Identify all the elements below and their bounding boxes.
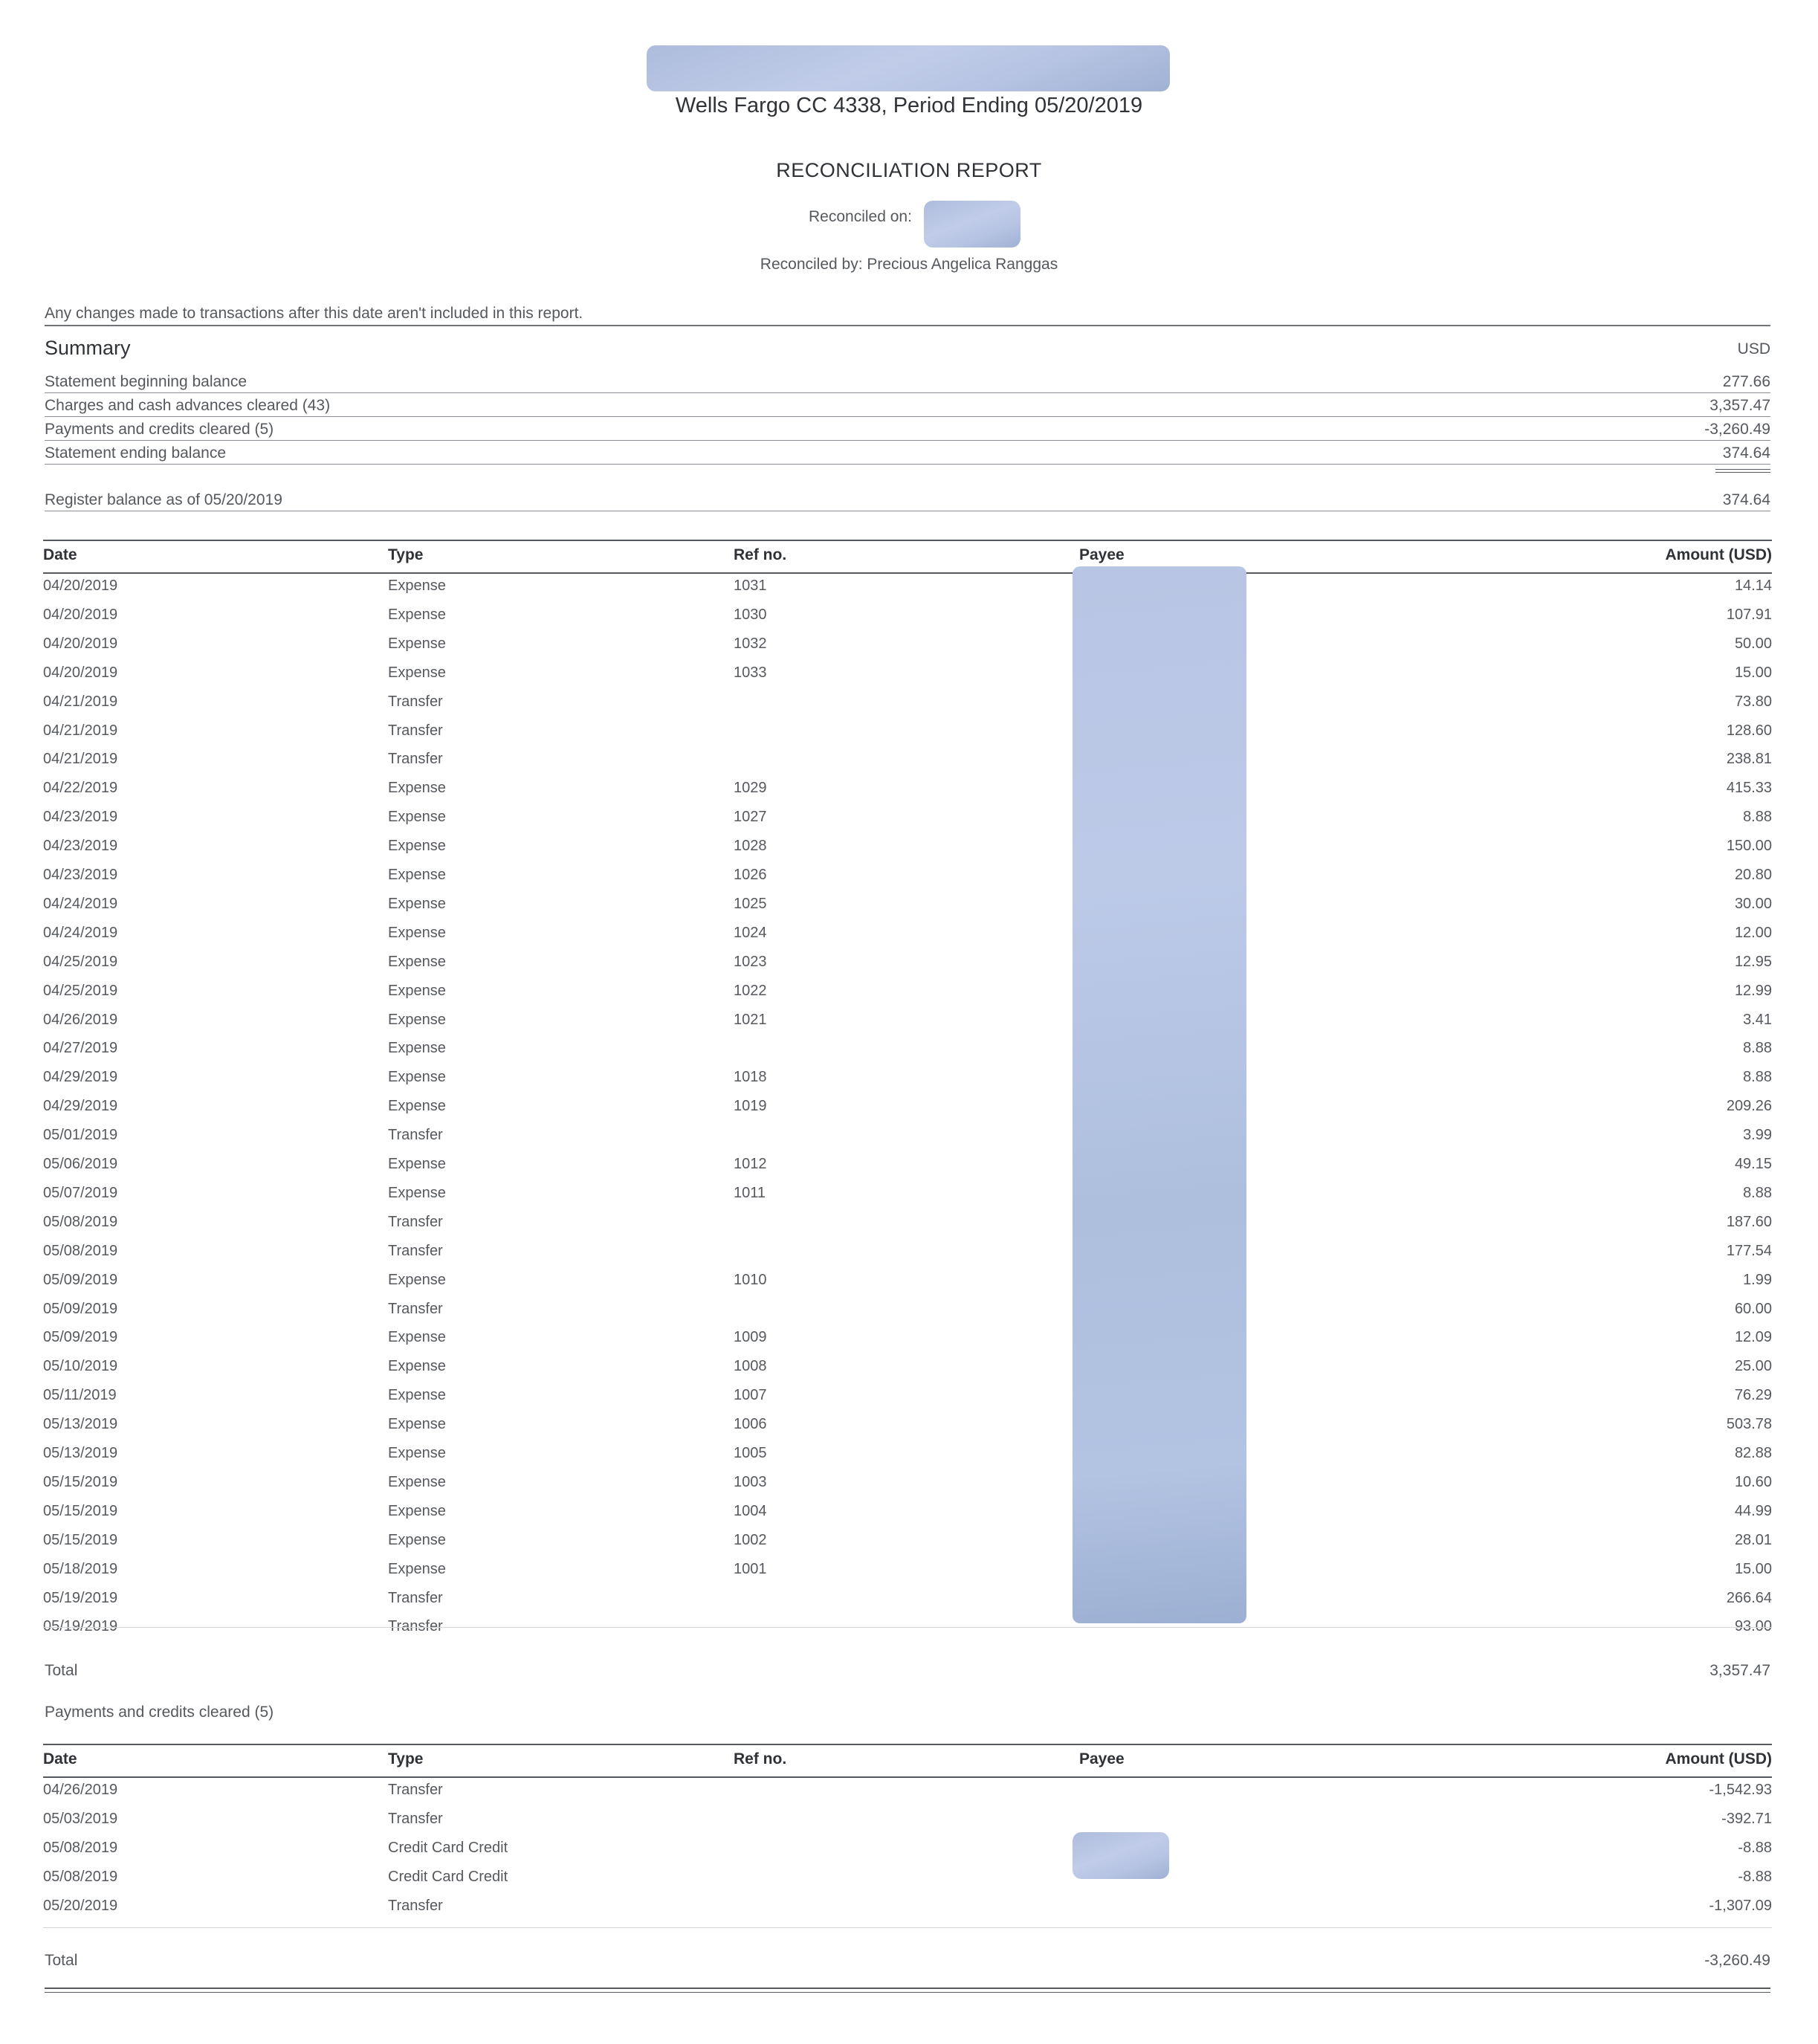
cell-amount: 44.99 <box>1734 1502 1772 1519</box>
cell-date: 04/21/2019 <box>43 722 118 739</box>
summary-label: Payments and credits cleared (5) <box>45 421 274 438</box>
cell-date: 05/06/2019 <box>43 1156 118 1172</box>
cell-ref: 1008 <box>734 1358 767 1375</box>
reconciled-on-label: Reconciled on: <box>809 208 912 225</box>
cell-type: Expense <box>388 664 446 681</box>
cell-date: 05/10/2019 <box>43 1358 118 1375</box>
table-row <box>43 809 1772 837</box>
column-header-type: Type <box>388 1750 424 1768</box>
cell-type: Expense <box>388 578 446 594</box>
summary-value: -3,260.49 <box>1704 421 1770 438</box>
cell-type: Expense <box>388 1416 446 1433</box>
table-row <box>43 896 1772 924</box>
table-row <box>43 1840 1772 1868</box>
table-row <box>43 1127 1772 1155</box>
table-row <box>43 983 1772 1011</box>
cell-date: 05/08/2019 <box>43 1869 118 1885</box>
cell-date: 05/15/2019 <box>43 1502 118 1519</box>
cell-date: 05/13/2019 <box>43 1445 118 1461</box>
table-row <box>43 1185 1772 1213</box>
table-row <box>43 722 1772 751</box>
column-header-payee: Payee <box>1079 1750 1125 1768</box>
cell-date: 05/13/2019 <box>43 1416 118 1433</box>
summary-row-beginning-balance <box>45 373 1770 395</box>
cell-type: Expense <box>388 924 446 941</box>
cell-type: Expense <box>388 1473 446 1490</box>
summary-row-payments <box>45 421 1770 443</box>
cell-amount: -8.88 <box>1738 1869 1772 1885</box>
table-row <box>43 1329 1772 1357</box>
dotted-leader <box>45 416 1770 417</box>
cell-ref: 1022 <box>734 982 767 999</box>
table-row <box>43 1272 1772 1300</box>
final-double-rule <box>45 1988 1770 1989</box>
cell-ref: 1026 <box>734 867 767 883</box>
cell-date: 05/19/2019 <box>43 1618 118 1635</box>
cell-amount: 238.81 <box>1726 751 1772 768</box>
cell-ref: 1002 <box>734 1531 767 1548</box>
cell-ref: 1011 <box>734 1184 766 1201</box>
cell-ref: 1023 <box>734 953 767 970</box>
payments-table-header <box>43 1744 1772 1778</box>
dotted-leader <box>45 464 1770 465</box>
cell-date: 05/15/2019 <box>43 1473 118 1490</box>
charges-table-header <box>43 540 1772 574</box>
table-row <box>43 635 1772 664</box>
cell-type: Transfer <box>388 1213 443 1230</box>
table-row <box>43 1445 1772 1473</box>
summary-value: 374.64 <box>1722 491 1770 508</box>
cell-ref: 1010 <box>734 1271 767 1288</box>
cell-type: Expense <box>388 1011 446 1028</box>
cell-ref: 1001 <box>734 1560 767 1577</box>
cell-type: Expense <box>388 1184 446 1201</box>
column-header-type: Type <box>388 546 424 563</box>
column-header-date: Date <box>43 546 77 563</box>
charges-total-label: Total <box>45 1662 78 1679</box>
cell-amount: 14.14 <box>1734 578 1772 594</box>
cell-amount: 107.91 <box>1726 606 1772 623</box>
table-row <box>43 1214 1772 1242</box>
cell-type: Transfer <box>388 1898 443 1914</box>
cell-type: Credit Card Credit <box>388 1840 508 1856</box>
cell-date: 04/29/2019 <box>43 1069 118 1086</box>
cell-date: 04/23/2019 <box>43 809 118 826</box>
cell-amount: 1.99 <box>1743 1271 1772 1288</box>
cell-date: 05/08/2019 <box>43 1242 118 1259</box>
cell-amount: 3.41 <box>1743 1011 1772 1028</box>
table-row <box>43 1561 1772 1589</box>
cell-amount: 12.99 <box>1734 982 1772 999</box>
summary-label: Register balance as of 05/20/2019 <box>45 491 282 508</box>
cell-ref: 1018 <box>734 1069 767 1086</box>
cell-ref: 1007 <box>734 1387 767 1404</box>
table-row <box>43 1098 1772 1126</box>
double-underline <box>1715 472 1770 473</box>
column-header-amount: Amount (USD) <box>1665 1750 1772 1768</box>
summary-value: 3,357.47 <box>1709 397 1770 414</box>
column-header-amount: Amount (USD) <box>1665 546 1772 563</box>
cell-date: 05/18/2019 <box>43 1560 118 1577</box>
cell-type: Expense <box>388 1502 446 1519</box>
cell-date: 05/08/2019 <box>43 1213 118 1230</box>
cell-type: Expense <box>388 635 446 652</box>
table-row <box>43 1387 1772 1415</box>
cell-ref: 1028 <box>734 838 767 855</box>
cell-type: Expense <box>388 982 446 999</box>
cell-ref: 1032 <box>734 635 767 652</box>
table-row <box>43 693 1772 722</box>
cell-amount: 209.26 <box>1726 1098 1772 1115</box>
table-row <box>43 1243 1772 1271</box>
payments-table-end <box>43 1927 1772 1928</box>
cell-amount: 8.88 <box>1743 1069 1772 1086</box>
cell-amount: 150.00 <box>1726 838 1772 855</box>
cell-amount: 82.88 <box>1734 1445 1772 1461</box>
report-title: RECONCILIATION REPORT <box>776 159 1042 181</box>
cell-date: 04/27/2019 <box>43 1040 118 1057</box>
cell-type: Transfer <box>388 1618 443 1635</box>
cell-date: 04/26/2019 <box>43 1011 118 1028</box>
cell-date: 04/25/2019 <box>43 982 118 999</box>
cell-date: 04/24/2019 <box>43 924 118 941</box>
page-title: Wells Fargo CC 4338, Period Ending 05/20/2019 <box>675 94 1143 117</box>
cell-amount: 187.60 <box>1726 1213 1772 1230</box>
table-row <box>43 751 1772 779</box>
cell-amount: 73.80 <box>1734 693 1772 710</box>
summary-row-register-balance <box>45 491 1770 514</box>
table-row <box>43 1474 1772 1502</box>
cell-ref: 1033 <box>734 664 767 681</box>
summary-currency: USD <box>1737 340 1770 358</box>
cell-ref: 1030 <box>734 606 767 623</box>
company-name-redacted <box>647 45 1170 91</box>
divider <box>45 325 1770 326</box>
cell-amount: 12.00 <box>1734 924 1772 941</box>
payments-total-label: Total <box>45 1952 78 1969</box>
column-header-ref: Ref no. <box>734 1750 787 1768</box>
cell-date: 05/03/2019 <box>43 1811 118 1827</box>
table-row <box>43 1811 1772 1839</box>
cell-date: 04/20/2019 <box>43 664 118 681</box>
table-row <box>43 1503 1772 1531</box>
table-row <box>43 1358 1772 1386</box>
cell-ref: 1003 <box>734 1473 767 1490</box>
cell-amount: 15.00 <box>1734 1560 1772 1577</box>
cell-amount: 177.54 <box>1726 1242 1772 1259</box>
cell-type: Expense <box>388 867 446 883</box>
cell-type: Credit Card Credit <box>388 1869 508 1885</box>
summary-label: Statement ending balance <box>45 444 227 462</box>
cell-date: 04/21/2019 <box>43 693 118 710</box>
cell-date: 05/11/2019 <box>43 1387 117 1404</box>
cell-type: Expense <box>388 1531 446 1548</box>
cell-type: Expense <box>388 1445 446 1461</box>
column-header-payee: Payee <box>1079 546 1125 563</box>
cell-amount: 266.64 <box>1726 1589 1772 1606</box>
cell-amount: 60.00 <box>1734 1300 1772 1317</box>
table-row <box>43 780 1772 808</box>
cell-amount: 76.29 <box>1734 1387 1772 1404</box>
cell-amount: 415.33 <box>1726 780 1772 797</box>
cell-type: Expense <box>388 1387 446 1404</box>
cell-type: Expense <box>388 780 446 797</box>
table-row <box>43 1040 1772 1068</box>
cell-date: 04/23/2019 <box>43 838 118 855</box>
column-header-date: Date <box>43 1750 77 1768</box>
table-row <box>43 954 1772 982</box>
cell-ref: 1006 <box>734 1416 767 1433</box>
summary-value: 374.64 <box>1722 444 1770 462</box>
cell-type: Expense <box>388 606 446 623</box>
cell-type: Transfer <box>388 751 443 768</box>
cell-type: Transfer <box>388 722 443 739</box>
cell-type: Transfer <box>388 1127 443 1144</box>
cell-ref: 1005 <box>734 1445 767 1461</box>
cell-date: 04/21/2019 <box>43 751 118 768</box>
cell-amount: 49.15 <box>1734 1156 1772 1172</box>
cell-date: 05/07/2019 <box>43 1184 118 1201</box>
cell-date: 04/24/2019 <box>43 895 118 912</box>
cell-date: 04/20/2019 <box>43 635 118 652</box>
table-row <box>43 1532 1772 1560</box>
table-row <box>43 867 1772 895</box>
cell-amount: -392.71 <box>1721 1811 1772 1827</box>
charges-total-value: 3,357.47 <box>1709 1662 1770 1679</box>
payee-cell-redacted <box>1073 1832 1169 1879</box>
summary-label: Charges and cash advances cleared (43) <box>45 397 331 414</box>
table-row <box>43 1898 1772 1926</box>
cell-type: Expense <box>388 838 446 855</box>
double-underline <box>1715 469 1770 470</box>
table-row <box>43 1069 1772 1097</box>
cell-type: Transfer <box>388 1811 443 1827</box>
cell-date: 05/09/2019 <box>43 1271 118 1288</box>
cell-amount: 93.00 <box>1734 1618 1772 1635</box>
table-row <box>43 664 1772 693</box>
cell-ref: 1027 <box>734 809 767 826</box>
cell-type: Expense <box>388 1271 446 1288</box>
cell-amount: 8.88 <box>1743 1040 1772 1057</box>
report-notice: Any changes made to transactions after this date aren't included in this report. <box>45 305 583 322</box>
cell-amount: 12.95 <box>1734 953 1772 970</box>
cell-type: Transfer <box>388 1782 443 1798</box>
cell-date: 04/29/2019 <box>43 1098 118 1115</box>
payments-heading: Payments and credits cleared (5) <box>45 1704 274 1721</box>
cell-type: Expense <box>388 1040 446 1057</box>
cell-amount: 8.88 <box>1743 1184 1772 1201</box>
payments-total-value: -3,260.49 <box>1704 1952 1770 1969</box>
cell-amount: 10.60 <box>1734 1473 1772 1490</box>
cell-type: Expense <box>388 809 446 826</box>
cell-date: 04/23/2019 <box>43 867 118 883</box>
summary-label: Statement beginning balance <box>45 373 248 390</box>
cell-amount: 12.09 <box>1734 1329 1772 1346</box>
summary-row-ending-balance <box>45 444 1770 467</box>
cell-amount: 28.01 <box>1734 1531 1772 1548</box>
cell-type: Transfer <box>388 693 443 710</box>
cell-ref: 1019 <box>734 1098 767 1115</box>
cell-date: 05/08/2019 <box>43 1840 118 1856</box>
cell-amount: 128.60 <box>1726 722 1772 739</box>
cell-type: Transfer <box>388 1242 443 1259</box>
cell-type: Expense <box>388 953 446 970</box>
cell-ref: 1025 <box>734 895 767 912</box>
final-double-rule <box>45 1992 1770 1993</box>
table-row <box>43 1782 1772 1810</box>
cell-type: Expense <box>388 1098 446 1115</box>
cell-date: 05/09/2019 <box>43 1329 118 1346</box>
cell-date: 04/20/2019 <box>43 606 118 623</box>
cell-date: 04/22/2019 <box>43 780 118 797</box>
payee-column-redacted <box>1073 566 1246 1623</box>
cell-type: Expense <box>388 1156 446 1172</box>
cell-type: Expense <box>388 1329 446 1346</box>
cell-amount: 20.80 <box>1734 867 1772 883</box>
dotted-leader <box>45 392 1770 393</box>
table-row <box>43 578 1772 606</box>
cell-type: Transfer <box>388 1589 443 1606</box>
dotted-leader <box>45 440 1770 441</box>
cell-amount: -1,307.09 <box>1709 1898 1772 1914</box>
cell-date: 05/15/2019 <box>43 1531 118 1548</box>
cell-amount: 15.00 <box>1734 664 1772 681</box>
table-row <box>43 925 1772 953</box>
table-row <box>43 607 1772 635</box>
table-row <box>43 1590 1772 1618</box>
cell-date: 05/19/2019 <box>43 1589 118 1606</box>
cell-ref: 1009 <box>734 1329 767 1346</box>
table-row <box>43 1869 1772 1897</box>
cell-amount: -8.88 <box>1738 1840 1772 1856</box>
summary-value: 277.66 <box>1722 373 1770 390</box>
cell-type: Expense <box>388 1069 446 1086</box>
cell-ref: 1004 <box>734 1502 767 1519</box>
table-row <box>43 838 1772 866</box>
table-row <box>43 1416 1772 1444</box>
cell-ref: 1029 <box>734 780 767 797</box>
cell-amount: 3.99 <box>1743 1127 1772 1144</box>
cell-date: 05/20/2019 <box>43 1898 118 1914</box>
cell-ref: 1024 <box>734 924 767 941</box>
column-header-ref: Ref no. <box>734 546 787 563</box>
cell-type: Transfer <box>388 1300 443 1317</box>
reconciled-on-date-redacted <box>924 201 1020 248</box>
summary-row-charges <box>45 397 1770 419</box>
cell-amount: 8.88 <box>1743 809 1772 826</box>
cell-type: Expense <box>388 1560 446 1577</box>
cell-ref: 1031 <box>734 578 767 594</box>
cell-date: 04/20/2019 <box>43 578 118 594</box>
cell-amount: 25.00 <box>1734 1358 1772 1375</box>
cell-date: 04/25/2019 <box>43 953 118 970</box>
cell-type: Expense <box>388 895 446 912</box>
cell-amount: 30.00 <box>1734 895 1772 912</box>
cell-date: 04/26/2019 <box>43 1782 118 1798</box>
charges-table-end <box>43 1627 1772 1628</box>
summary-heading: Summary <box>45 337 131 359</box>
cell-amount: 503.78 <box>1726 1416 1772 1433</box>
reconciled-by: Reconciled by: Precious Angelica Ranggas <box>760 256 1058 273</box>
cell-amount: 50.00 <box>1734 635 1772 652</box>
table-row <box>43 1301 1772 1329</box>
cell-amount: -1,542.93 <box>1709 1782 1772 1798</box>
table-row <box>43 1156 1772 1184</box>
cell-ref: 1021 <box>734 1011 767 1028</box>
cell-type: Expense <box>388 1358 446 1375</box>
cell-date: 05/01/2019 <box>43 1127 118 1144</box>
cell-ref: 1012 <box>734 1156 767 1172</box>
table-row <box>43 1012 1772 1040</box>
cell-date: 05/09/2019 <box>43 1300 118 1317</box>
table-row <box>43 1618 1772 1646</box>
